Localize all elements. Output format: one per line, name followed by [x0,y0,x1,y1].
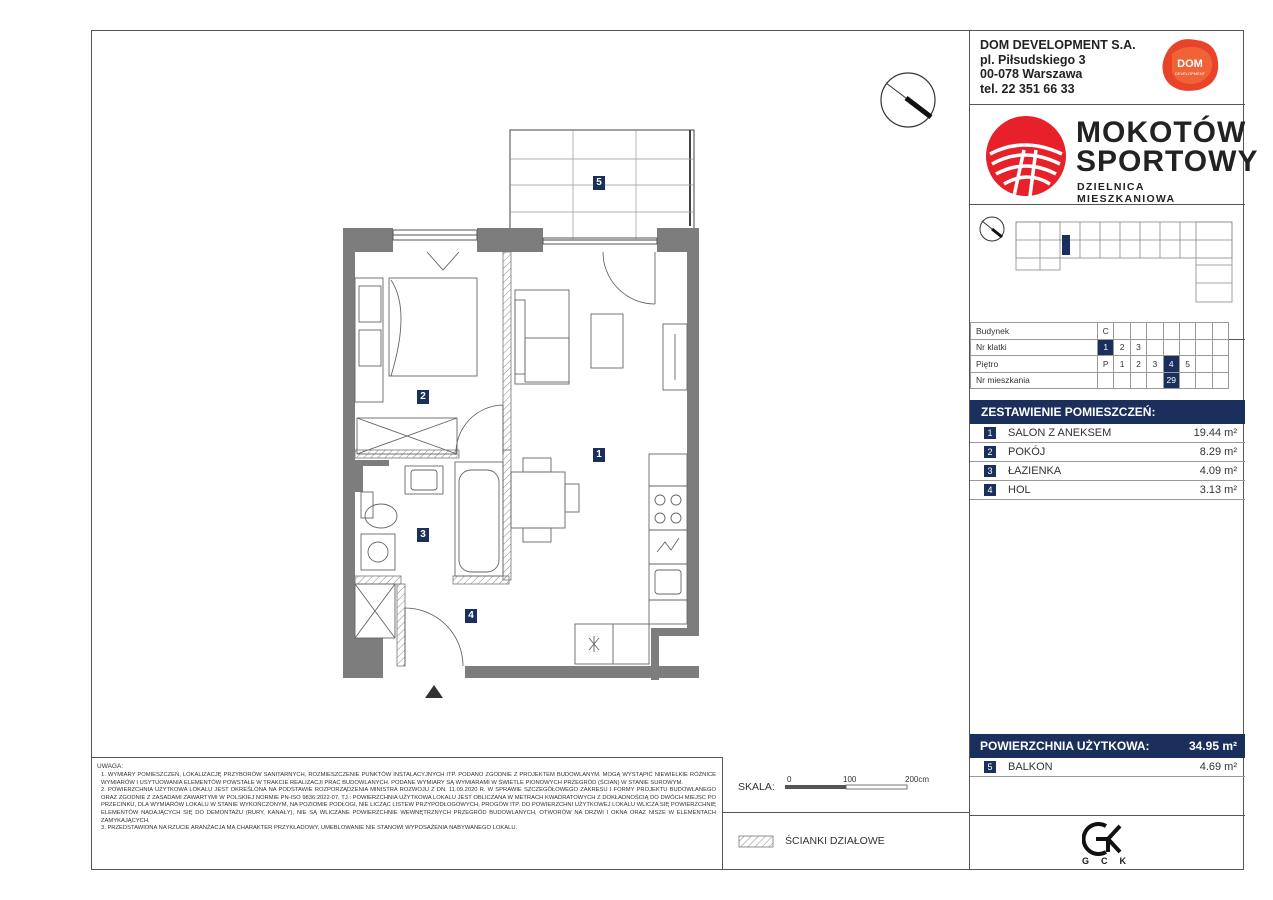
floor-value: 5 [1179,356,1195,373]
room-name: HOL [1008,484,1031,496]
wardrobe [357,418,457,454]
room-name: SALON Z ANEKSEM [1008,427,1112,439]
floor-plan-drawing [91,30,970,757]
apartment-value: 29 [1163,372,1179,389]
room-number: 3 [984,465,996,477]
room-area: 4.09 m² [1199,465,1237,477]
building-row [971,323,1229,340]
scale-tick-0: 0 [787,775,792,784]
company-city: 00-078 Warszawa [980,67,1083,81]
room-number: 2 [984,446,996,458]
dining-set [511,458,579,542]
key-plan-drawing [970,205,1245,323]
dom-development-logo [1158,36,1222,94]
gck-letters: GCK [1082,856,1138,866]
room-row [970,443,1245,462]
total-area-bar [970,734,1245,758]
project-logo-block [970,105,1259,205]
scale-label: SKALA: [738,781,775,793]
apartment-row [971,372,1229,389]
room-name: ŁAZIENKA [1008,465,1062,477]
coffee-table [591,314,623,368]
bed [355,278,477,402]
balcony-row [970,758,1245,777]
dom-logo-text: DOM [1177,58,1203,70]
floor-label: Piętro [971,356,1098,373]
room-row [970,424,1245,443]
gck-logo-icon [1082,822,1122,856]
staircase-value: 2 [1114,339,1130,356]
dom-logo-subtext: DEVELOPMENT [1174,71,1206,76]
staircase-value: 3 [1130,339,1146,356]
key-plan [970,205,1245,340]
tv-cabinet [663,324,687,390]
floor-value: 2 [1130,356,1146,373]
rooms-header: ZESTAWIENIE POMIESZCZEŃ: [970,400,1245,424]
project-subtitle: DZIELNICA MIESZKANIOWA [1077,181,1176,205]
floor-value: 3 [1147,356,1163,373]
apartment-info-table [970,322,1229,389]
side-panel [969,30,1259,870]
key-plan-north-icon [980,217,1004,241]
note-item: 1. WYMIARY POMIESZCZEŃ, LOKALIZACJĘ PRZYBORÓW SANITARNYCH, ROZMIESZCZENIE PUNKTÓW INSTALACYJNYCH ITP. PODANO ZGODNIE Z PROJEKTEM BUDOWLANYM. MOGĄ WYSTĄPIĆ NIEWIELKIE RÓŻNICE WYMIARÓW I USYTUOWANIA ELEMENTÓW POWSTAŁE W TRAKCIE REALIZACJI PRAC BUDOWLANYCH. PODANE WYMIARY SĄ WYMIARAMI W ŚWIETLE PIONOWYCH PRZEGRÓD (ŚCIAN) W STANIE SUROWYM. [101,772,716,786]
scale-tick-200: 200cm [905,775,930,784]
floor-row [971,356,1229,373]
room-row [970,462,1245,481]
project-title-line1: MOKOTÓW [1076,116,1247,149]
partition-legend-label: ŚCIANKI DZIAŁOWE [785,835,885,847]
staircase-row [971,339,1229,356]
bathroom-fixtures [355,462,503,638]
floor-value: 1 [1114,356,1130,373]
room-row [970,481,1245,500]
total-area-value: 34.95 m² [1188,739,1237,753]
room-area: 8.29 m² [1199,446,1237,458]
partition-walls [355,252,511,666]
company-block [970,30,1245,105]
building-label: Budynek [971,323,1098,340]
note-item: 2. POWIERZCHNIA UŻYTKOWA LOKALU JEST OKREŚLONA NA PODSTAWIE ROZPORZĄDZENIA MINISTRA ROZWOJU Z DN. 11.09.2020 R. W SPRAWIE SZCZEGÓŁOWEGO ZAKRESU I FORMY PROJEKTU BUDOWLANEGO ORAZ ZGODNIE Z ZASADAMI ZAWARTYMI W POLSKIEJ NORMIE PN-ISO 9836:2022-07, TJ.: POWIERZCHNIA UŻYTKOWA LOKALU JEST OBLICZANA W METRACH KWADRATOWYCH Z DOKŁADNOŚCIĄ DO DWÓCH MIEJSC PO PRZECINKU, DLA WYMIARÓW LOKALU W STANIE WYKOŃCZONYM, NA POZIOMIE PODŁOGI, NIE LICZĄC LISTEW PRZYPODŁOGOWYCH, PROGÓW ITP. DO POWIERZCHNI UŻYTKOWEJ LOKALU WLICZA SIĘ POWIERZCHNIĘ ELEMENTÓW NADAJĄCYCH SIĘ DO DEMONTAŻU (RURY, KANAŁY), NIE SĄ WLICZANE POWIERZCHNIE WEWNĘTRZNYCH PRZEGRÓD BUDOWLANYCH, OTWORÓW NA DRZWI I OKNA ORAZ NISZE W ELEMENTACH ZAMYKAJĄCYCH. [101,787,716,824]
scale-tick-100: 100 [843,775,857,784]
room-tag-2: 2 [417,390,429,404]
company-phone: tel. 22 351 66 33 [980,81,1075,96]
room-tag-1: 1 [593,448,605,462]
company-address: pl. Piłsudskiego 3 [980,52,1086,67]
entrance-arrow-icon [425,685,443,698]
room-name: POKÓJ [1008,446,1046,458]
north-arrow-icon [881,73,935,127]
partition-legend-icon [738,835,774,849]
note-item: 3. PRZEDSTAWIONA NA RZUCIE ARANŻACJA MA CHARAKTER PRZYKŁADOWY, UMEBLOWANIE NIE STANOWI WYPOSAŻENIA NABYWANEGO LOKALU. [101,825,518,832]
project-title-line2: SPORTOWY [1076,145,1259,178]
sofa [515,290,569,384]
room-area: 3.13 m² [1199,484,1237,496]
room-tag-5: 5 [593,176,605,190]
total-area-label: POWIERZCHNIA UŻYTKOWA: [980,739,1150,753]
notes-block [91,757,723,870]
scale-bar [783,773,953,797]
apartment-label: Nr mieszkania [971,372,1098,389]
room-area: 4.69 m² [1199,761,1237,773]
room-tag-3: 3 [417,528,429,542]
legend-block [723,813,969,870]
company-name: DOM DEVELOPMENT S.A. [980,38,1136,52]
room-number: 1 [984,427,996,439]
staircase-label: Nr klatki [971,339,1098,356]
key-plan-highlight [1062,235,1070,255]
scale-block [723,757,969,813]
floor-plan [91,30,970,757]
room-number: 5 [984,761,996,773]
floor-value: 4 [1163,356,1179,373]
gck-logo-block [970,815,1245,870]
room-area: 19.44 m² [1193,427,1237,439]
staircase-value: 1 [1098,339,1114,356]
room-number: 4 [984,484,996,496]
building-value: C [1098,323,1114,340]
room-tag-4: 4 [465,609,477,623]
notes-header: UWAGA: [97,763,124,770]
floor-value: P [1098,356,1114,373]
mokotow-sportowy-logo [984,114,1068,198]
room-name: BALKON [1008,761,1053,773]
